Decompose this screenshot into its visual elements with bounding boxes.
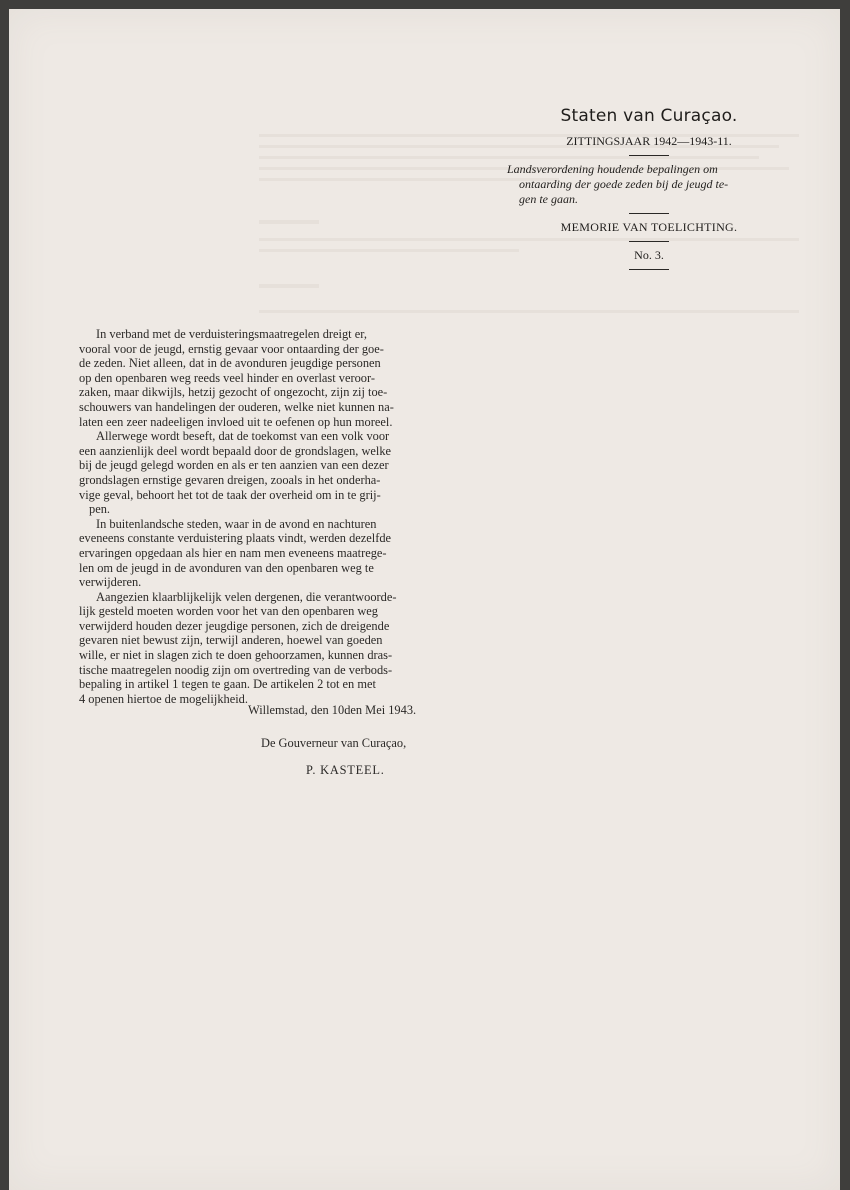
text-line: bij de jeugd gelegd worden en als er ten aanzien van een dezer [79, 458, 389, 473]
explanatory-text [79, 327, 466, 706]
text-line: Allerwege wordt beseft, dat de toekomst van een volk voor [96, 429, 390, 444]
text-line: zaken, maar dikwijls, hetzij gezocht of ongezocht, zijn zij toe- [79, 385, 388, 400]
signatory-name: P. KASTEEL. [306, 763, 385, 777]
text-line: vige geval, behoort het tot de taak der overheid om in te grij- [79, 487, 381, 502]
session-year: ZITTINGSJAAR 1942—1943-11. [566, 134, 732, 148]
governor-title: De Gouverneur van Curaçao, [261, 736, 407, 750]
header-rule [629, 269, 669, 270]
header-rule [629, 241, 669, 242]
text-line: lijk gesteld moeten worden voor het van den openbaren weg [79, 604, 379, 619]
document-title: Staten van Curaçao. [560, 106, 738, 126]
text-line: ervaringen opgedaan als hier en nam men eveneens maatrege- [79, 545, 387, 560]
text-line: tische maatregelen noodig zijn om overtreding van de verbods- [79, 662, 393, 677]
text-line: vooral voor de jeugd, ernstig gevaar voor ontaarding der goe- [79, 341, 384, 356]
document-number: No. 3. [634, 248, 664, 262]
place-and-date: Willemstad, den 10den Mei 1943. [248, 703, 417, 717]
text-line: Aangezien klaarblijkelijk velen dergenen, die verantwoorde- [96, 589, 397, 604]
text-line: laten een zeer nadeeligen invloed uit te oefenen op hun moreel. [79, 414, 393, 429]
paragraph [79, 590, 466, 707]
document-header [504, 106, 794, 276]
text-line: In verband met de verduisteringsmaatregelen dreigt er, [96, 327, 367, 341]
text-line: bepaling in artikel 1 tegen te gaan. De artikelen 2 tot en met [79, 677, 376, 692]
text-line: pen. [89, 502, 110, 517]
text-line: de zeden. Niet alleen, dat in de avonduren jeugdige personen [79, 356, 381, 371]
text-line: verwijderen. [79, 575, 142, 590]
ordinance-subject [507, 162, 794, 207]
subject-line: gen te gaan. [519, 192, 578, 206]
paragraph [79, 517, 466, 590]
paragraph [79, 327, 466, 429]
header-rule [629, 213, 669, 214]
text-line: gevaren niet bewust zijn, terwijl anderen, hoewel van goeden [79, 633, 383, 648]
text-line: eveneens constante verduistering plaats vindt, werden dezelfde [79, 531, 392, 546]
text-line: len om de jeugd in de avonduren van den openbaren weg te [79, 560, 374, 575]
subject-line: ontaarding der goede zeden bij de jeugd te- [519, 177, 729, 191]
header-rule [629, 155, 669, 156]
document-page [9, 9, 840, 1190]
text-line: op den openbaren weg reeds veel hinder en overlast veroor- [79, 370, 375, 385]
text-line: verwijderd houden dezer jeugdige personen, zich de dreigende [79, 618, 390, 633]
text-line: In buitenlandsche steden, waar in de avond en nachturen [96, 516, 377, 531]
subject-line: Landsverordening houdende bepalingen om [507, 162, 718, 176]
paragraph [79, 429, 466, 517]
text-line: 4 openen hiertoe de mogelijkheid. [79, 691, 248, 706]
text-line: schouwers van handelingen der ouderen, welke niet kunnen na- [79, 399, 394, 414]
text-line: een aanzienlijk deel wordt bepaald door de grondslagen, welke [79, 443, 392, 458]
memorie-heading: MEMORIE VAN TOELICHTING. [560, 220, 738, 234]
text-line: grondslagen ernstige gevaren dreigen, zooals in het onderha- [79, 472, 381, 487]
text-line: wille, er niet in slagen zich te doen gehoorzamen, kunnen dras- [79, 648, 393, 663]
